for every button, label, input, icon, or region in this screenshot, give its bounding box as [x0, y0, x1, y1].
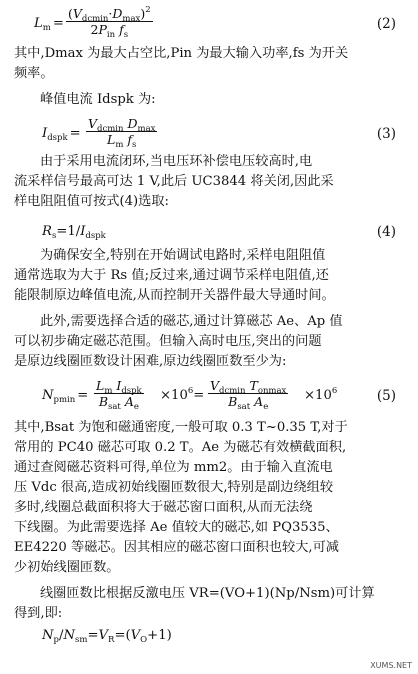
- paragraph-line: 其中,Dmax 为最大占空比,Pin 为最大输入功率,fs 为开关: [14, 46, 349, 61]
- paragraph-line: 能限制原边峰值电流,从而控制开关器件最大导通时间。: [14, 288, 335, 303]
- paragraph-line: 可以初步确定磁芯范围。但输入高时电压,突出的问题: [14, 334, 322, 349]
- equation-5: $N_{pmin}$ = $L_m$ $I_{dspk}$ $B_{sat}$ $A_e$ $\times 10^6=$ $V_{dcmin}$ $T_{onmax}$ $B_{sat}$ $A_e$ $\times 10^6$ (5): [42, 378, 396, 412]
- equation-3: $I_{dspk}$ = $V_{dcmin}$ $D_{max}$ $L_m$ $f_s$ (3): [42, 116, 396, 150]
- paragraph-line: 下线圈。为此需要选择 Ae 值较大的磁芯,如 PQ3535、: [14, 520, 339, 535]
- paragraph-line: 样电阻阻值可按式(4)选取:: [14, 194, 169, 209]
- equation-2: $L_m$ = $(V_{dcmin}\cdot D_{max})^2$ $2P_{in}$ $f_s$ (2): [34, 5, 396, 40]
- paragraph-line: 峰值电流 Idspk 为:: [40, 92, 156, 107]
- paragraph-line: 通过查阅磁芯资料可得,单位为 mm2。由于输入直流电: [14, 460, 333, 475]
- paragraph-line: 流采样信号最高可达 1 V,此后 UC3844 将关闭,因此采: [14, 174, 334, 189]
- equation-6: $N_p/N_{sm}=V_R=(V_O+1)$: [42, 628, 172, 645]
- paragraph-line: 线圈匝数比根据反激电压 VR=(VO+1)(Np/Nsm)可计算: [40, 586, 375, 601]
- watermark-logo: XUMS.NET: [370, 661, 412, 670]
- paragraph-line: 为确保安全,特别在开始调试电路时,采样电阻阻值: [40, 248, 326, 263]
- paragraph-line: 通常选取为大于 Rs 值;反过来,通过调节采样电阻值,还: [14, 268, 329, 283]
- paragraph-line: 此外,需要选择合适的磁芯,通过计算磁芯 Ae、Ap 值: [40, 314, 343, 329]
- equation-4: $R_s=1/I_{dspk}$ (4): [42, 224, 396, 241]
- paragraph-line: EE4220 等磁芯。因其相应的磁芯窗口面积也较大,可减: [14, 540, 339, 555]
- paragraph-line: 少初始线圈匝数。: [14, 560, 120, 575]
- paragraph-line: 由于采用电流闭环,当电压环补偿电压较高时,电: [40, 154, 313, 169]
- paragraph-line: 是原边线圈匝数设计困难,原边线圈匝数至少为:: [14, 354, 287, 369]
- paragraph-line: 常用的 PC40 磁芯可取 0.2 T。Ae 为磁芯有效横截面积,: [14, 440, 347, 455]
- paragraph-line: 得到,即:: [14, 606, 63, 621]
- paragraph-line: 多时,线圈总截面积将大于磁芯窗口面积,从而无法绕: [14, 500, 313, 515]
- paragraph-line: 压 Vdc 很高,造成初始线圈匝数很大,特别是副边绕组较: [14, 480, 334, 495]
- paragraph-line: 其中,Bsat 为饱和磁通密度,一般可取 0.3 T~0.35 T,对于: [14, 420, 348, 435]
- paragraph-line: 频率。: [14, 66, 54, 81]
